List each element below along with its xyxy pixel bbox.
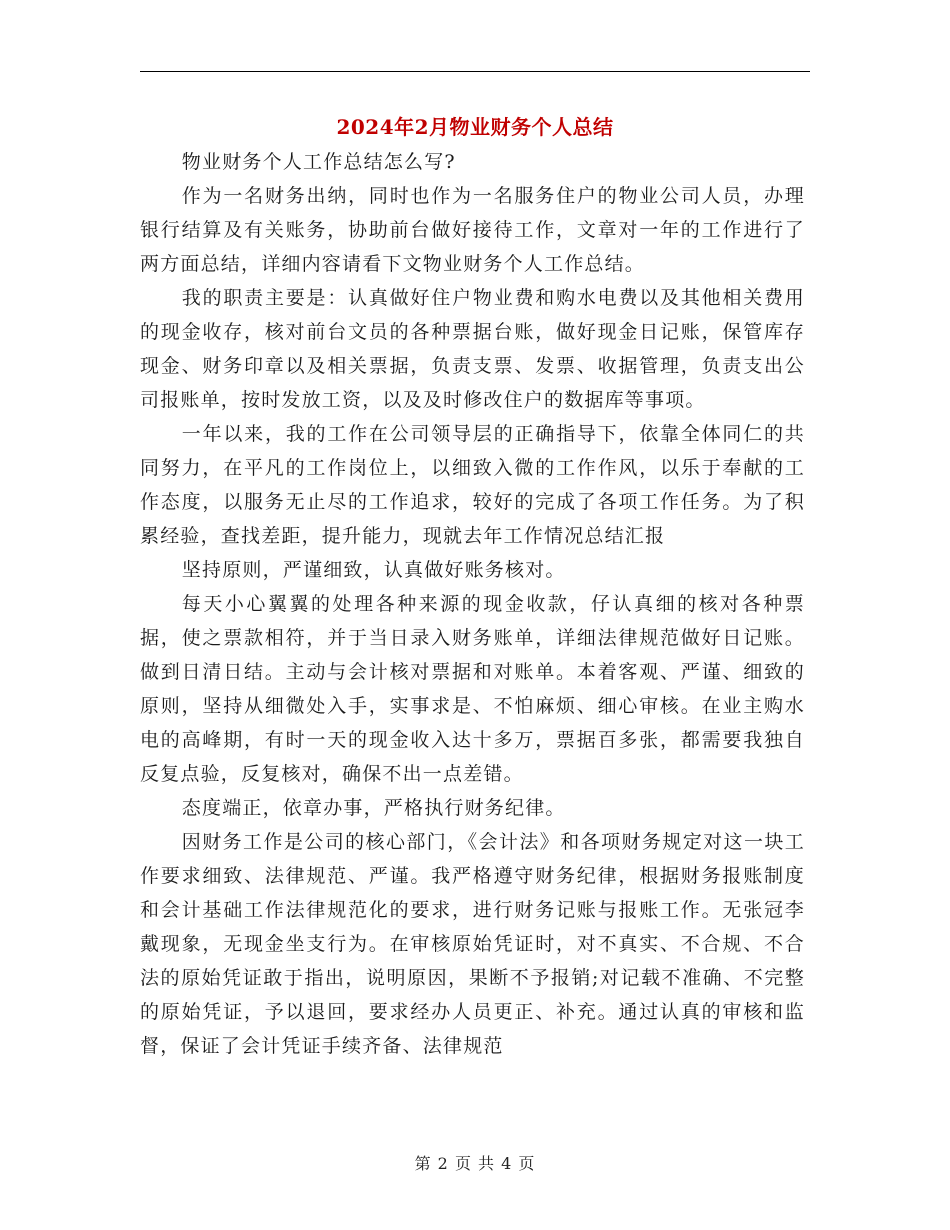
paragraph: 一年以来，我的工作在公司领导层的正确指导下，依靠全体同仁的共同努力，在平凡的工作岗位上，以细致入微的工作作风，以乐于奉献的工作态度，以服务无止尽的工作追求，较好的完成了各项工作任务。为了积累经验，查找差距，提升能力，现就去年工作情况总结汇报 xyxy=(140,423,805,547)
paragraph: 每天小心翼翼的处理各种来源的现金收款，仔认真细的核对各种票据，使之票款相符，并于当日录入财务账单，详细法律规范做好日记账。做到日清日结。主动与会计核对票据和对账单。本着客观、严谨、细致的原则，坚持从细微处入手，实事求是、不怕麻烦、细心审核。在业主购水电的高峰期，有时一天的现金收入达十多万，票据百多张，都需要我独自反复点验，反复核对，确保不出一点差错。 xyxy=(140,593,805,785)
paragraph: 我的职责主要是：认真做好住户物业费和购水电费以及其他相关费用的现金收存，核对前台文员的各种票据台账，做好现金日记账，保管库存现金、财务印章以及相关票据，负责支票、发票、收据管理，负责支出公司报账单，按时发放工资，以及及时修改住户的数据库等事项。 xyxy=(140,287,805,411)
paragraph: 坚持原则，严谨细致，认真做好账务核对。 xyxy=(181,559,566,581)
document-body xyxy=(140,145,805,1063)
header-rule xyxy=(140,71,810,72)
paragraph: 态度端正，依章办事，严格执行财务纪律。 xyxy=(181,797,566,819)
document-title: 2024年2月物业财务个人总结 xyxy=(336,115,614,139)
paragraph: 作为一名财务出纳，同时也作为一名服务住户的物业公司人员，办理银行结算及有关账务，协助前台做好接待工作，文章对一年的工作进行了两方面总结，详细内容请看下文物业财务个人工作总结。 xyxy=(140,185,805,275)
paragraph: 物业财务个人工作总结怎么写? xyxy=(181,151,456,173)
paragraph: 因财务工作是公司的核心部门，《会计法》和各项财务规定对这一块工作要求细致、法律规范、严谨。我严格遵守财务纪律，根据财务报账制度和会计基础工作法律规范化的要求，进行财务记账与报账工作。无张冠李戴现象，无现金坐支行为。在审核原始凭证时，对不真实、不合规、不合法的原始凭证敢于指出，说明原因，果断不予报销;对记载不准确、不完整的原始凭证，予以退回，要求经办人员更正、补充。通过认真的审核和监督，保证了会计凭证手续齐备、法律规范 xyxy=(140,831,805,1057)
page-footer: 第 2 页 共 4 页 xyxy=(414,1154,536,1173)
